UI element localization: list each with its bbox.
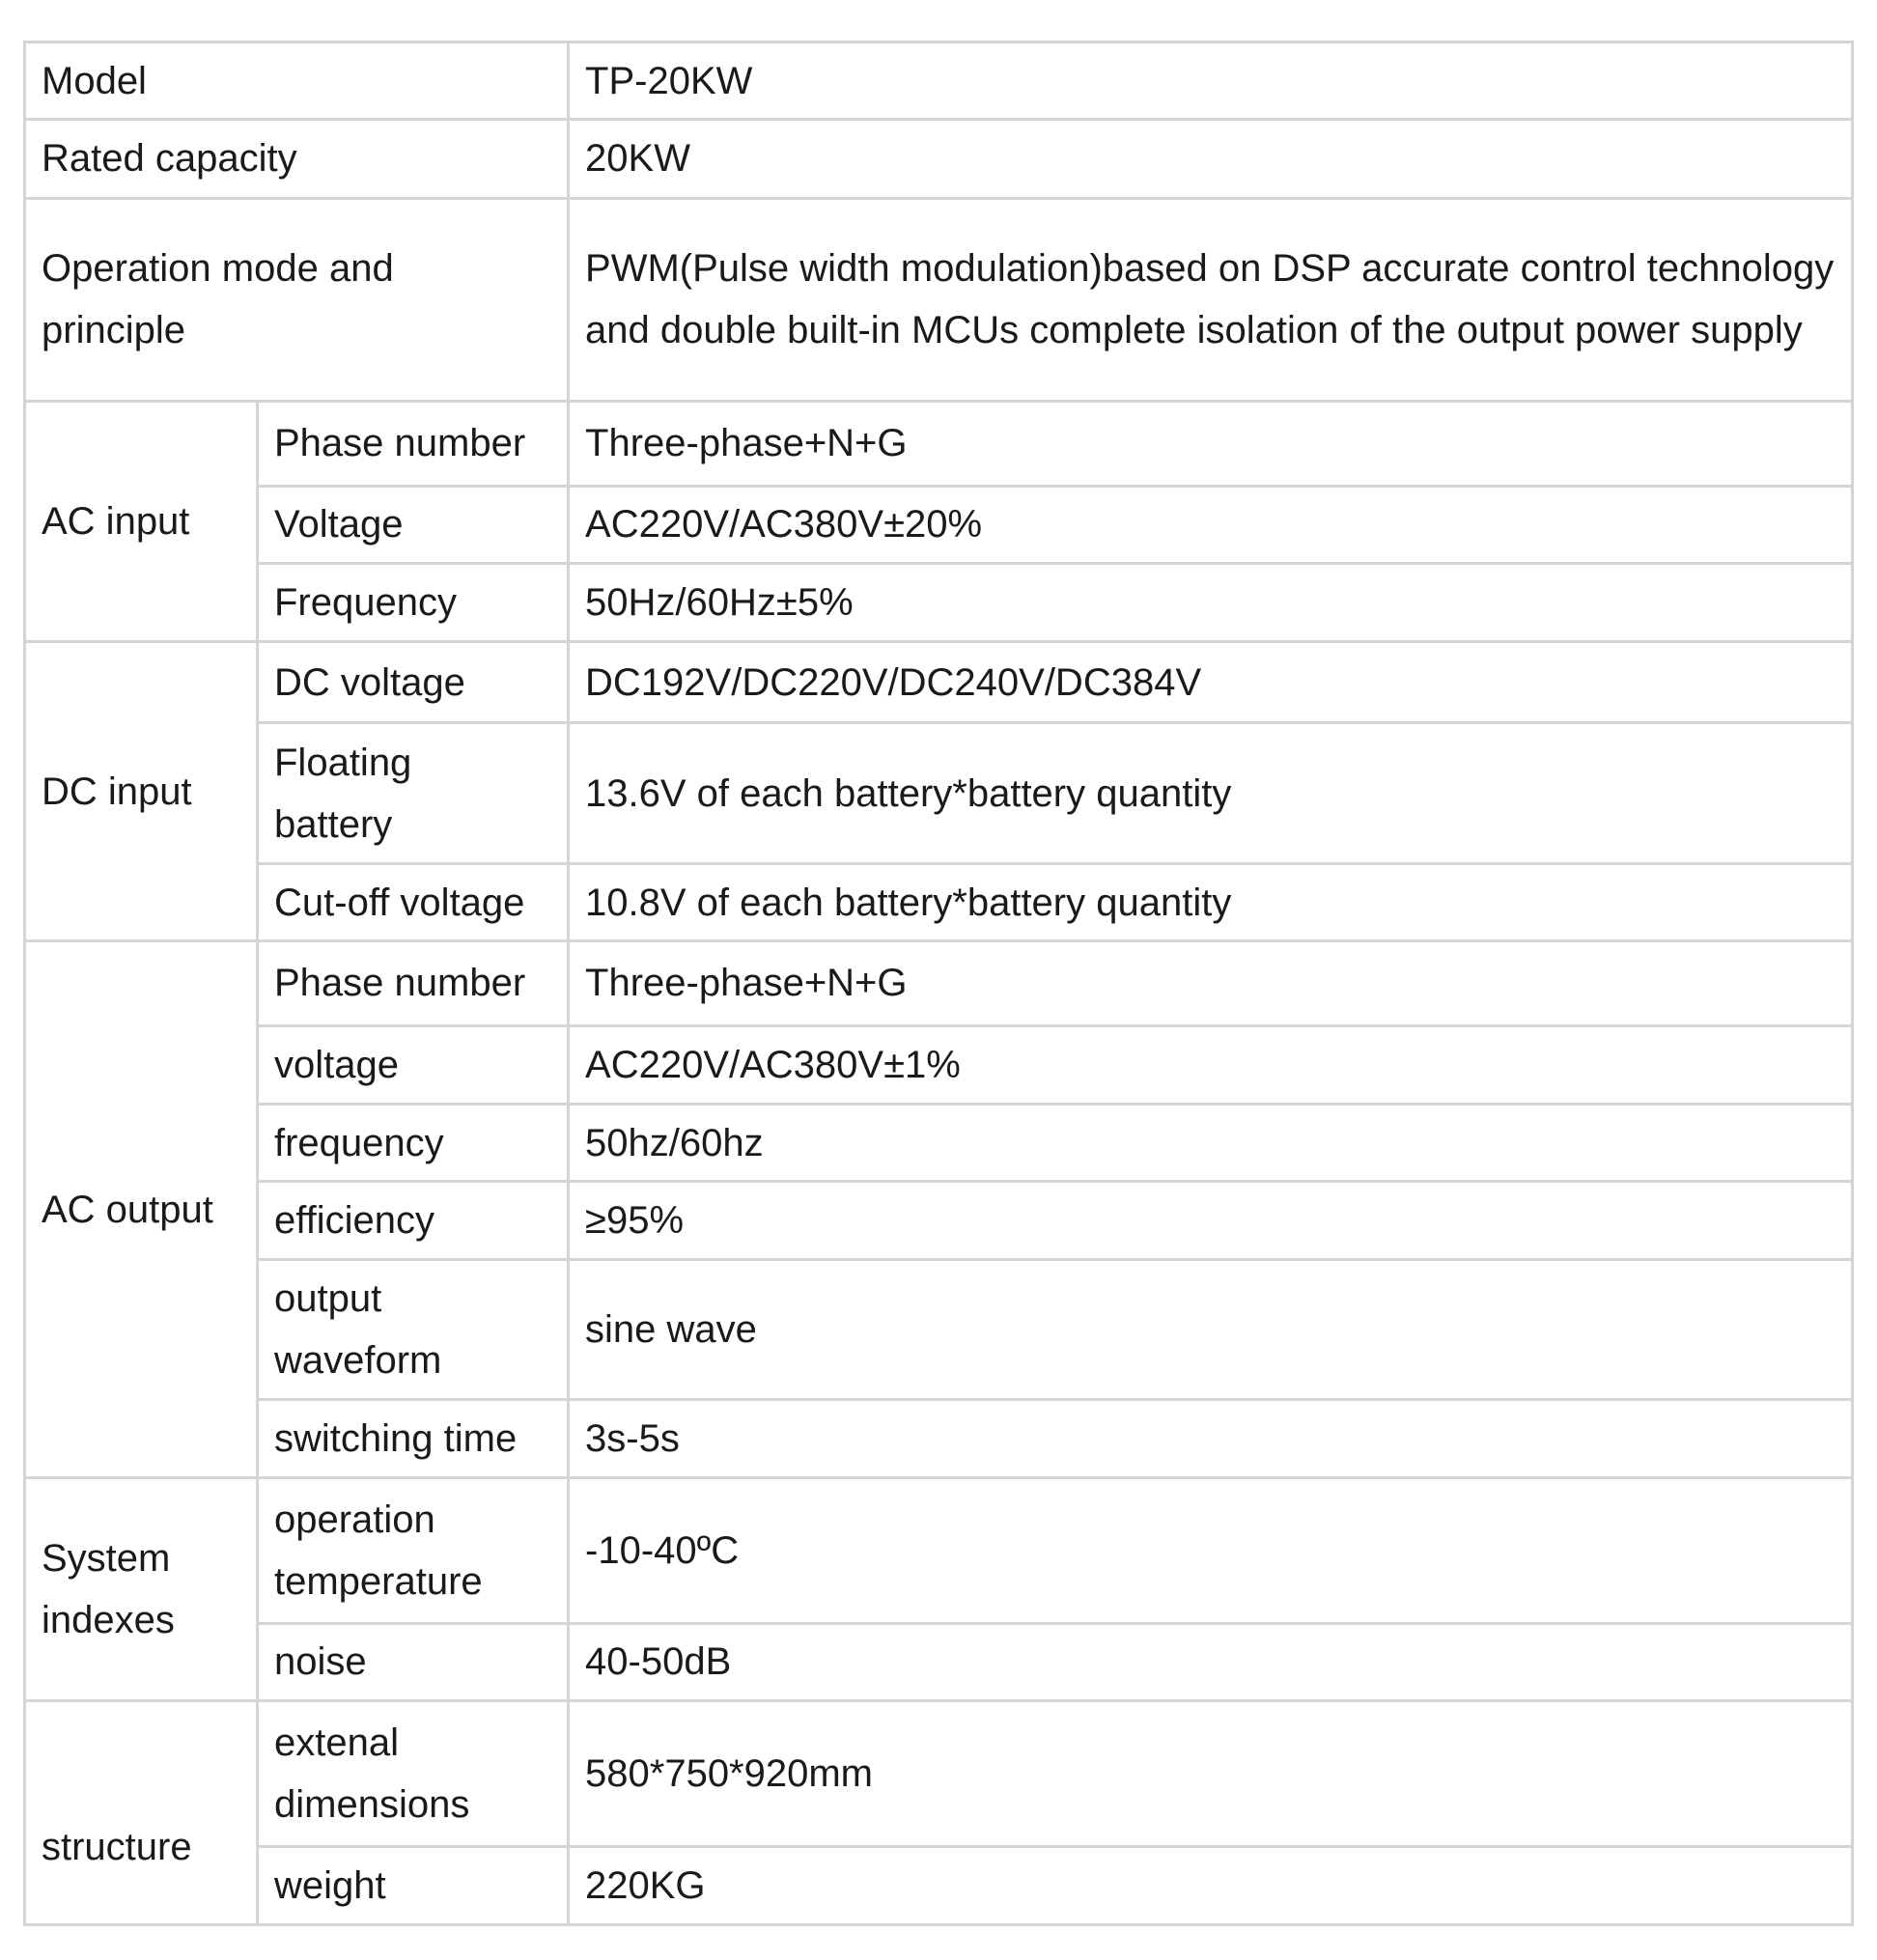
spec-label: Rated capacity <box>25 120 569 198</box>
table-row <box>25 563 1853 641</box>
table-row <box>25 1025 1853 1104</box>
table-row <box>25 642 1853 723</box>
spec-value: 50hz/60hz <box>569 1104 1853 1181</box>
table-row <box>25 941 1853 1025</box>
table-row <box>25 486 1853 563</box>
group-label-ac-output: AC output <box>25 941 258 1478</box>
spec-value: 20KW <box>569 120 1853 198</box>
spec-value: PWM(Pulse width modulation)based on DSP accurate control technology and double built-in MCUs complete isolation of the output power supply <box>569 198 1853 402</box>
table-row <box>25 1399 1853 1477</box>
spec-value: 3s-5s <box>569 1399 1853 1477</box>
spec-table <box>23 41 1854 1926</box>
spec-value: TP-20KW <box>569 42 1853 120</box>
table-row <box>25 1260 1853 1400</box>
spec-value: DC192V/DC220V/DC240V/DC384V <box>569 642 1853 723</box>
group-label-ac-input: AC input <box>25 402 258 642</box>
spec-value: -10-40ºC <box>569 1478 1853 1624</box>
spec-label: Model <box>25 42 569 120</box>
spec-label: Floating battery <box>258 723 569 864</box>
spec-label: Frequency <box>258 563 569 641</box>
spec-label: voltage <box>258 1025 569 1104</box>
spec-value: 13.6V of each battery*battery quantity <box>569 723 1853 864</box>
spec-value: Three-phase+N+G <box>569 402 1853 486</box>
table-row <box>25 1104 1853 1181</box>
table-row <box>25 723 1853 864</box>
spec-value: sine wave <box>569 1260 1853 1400</box>
table-row <box>25 120 1853 198</box>
spec-value: ≥95% <box>569 1182 1853 1260</box>
spec-value: 10.8V of each battery*battery quantity <box>569 864 1853 941</box>
spec-label: Operation mode and principle <box>25 198 569 402</box>
spec-label: Cut-off voltage <box>258 864 569 941</box>
table-row <box>25 1623 1853 1700</box>
spec-label: extenal dimensions <box>258 1701 569 1847</box>
spec-value: 580*750*920mm <box>569 1701 1853 1847</box>
table-row <box>25 1701 1853 1847</box>
spec-value: AC220V/AC380V±20% <box>569 486 1853 563</box>
group-label-dc-input: DC input <box>25 642 258 941</box>
spec-label: operation temperature <box>258 1478 569 1624</box>
spec-label: Phase number <box>258 402 569 486</box>
table-row <box>25 402 1853 486</box>
spec-label: weight <box>258 1846 569 1924</box>
table-row <box>25 1846 1853 1924</box>
spec-label: efficiency <box>258 1182 569 1260</box>
spec-value: 220KG <box>569 1846 1853 1924</box>
spec-value: 40-50dB <box>569 1623 1853 1700</box>
spec-label: frequency <box>258 1104 569 1181</box>
group-label-system-indexes: System indexes <box>25 1478 258 1701</box>
table-row <box>25 1478 1853 1624</box>
group-label-structure: structure <box>25 1701 258 1925</box>
table-row <box>25 42 1853 120</box>
spec-value: AC220V/AC380V±1% <box>569 1025 1853 1104</box>
spec-label: switching time <box>258 1399 569 1477</box>
spec-label: Voltage <box>258 486 569 563</box>
spec-label: Phase number <box>258 941 569 1025</box>
spec-label: DC voltage <box>258 642 569 723</box>
spec-value: 50Hz/60Hz±5% <box>569 563 1853 641</box>
spec-label: noise <box>258 1623 569 1700</box>
spec-label: output waveform <box>258 1260 569 1400</box>
table-row <box>25 864 1853 941</box>
table-row <box>25 198 1853 402</box>
table-row <box>25 1182 1853 1260</box>
spec-value: Three-phase+N+G <box>569 941 1853 1025</box>
